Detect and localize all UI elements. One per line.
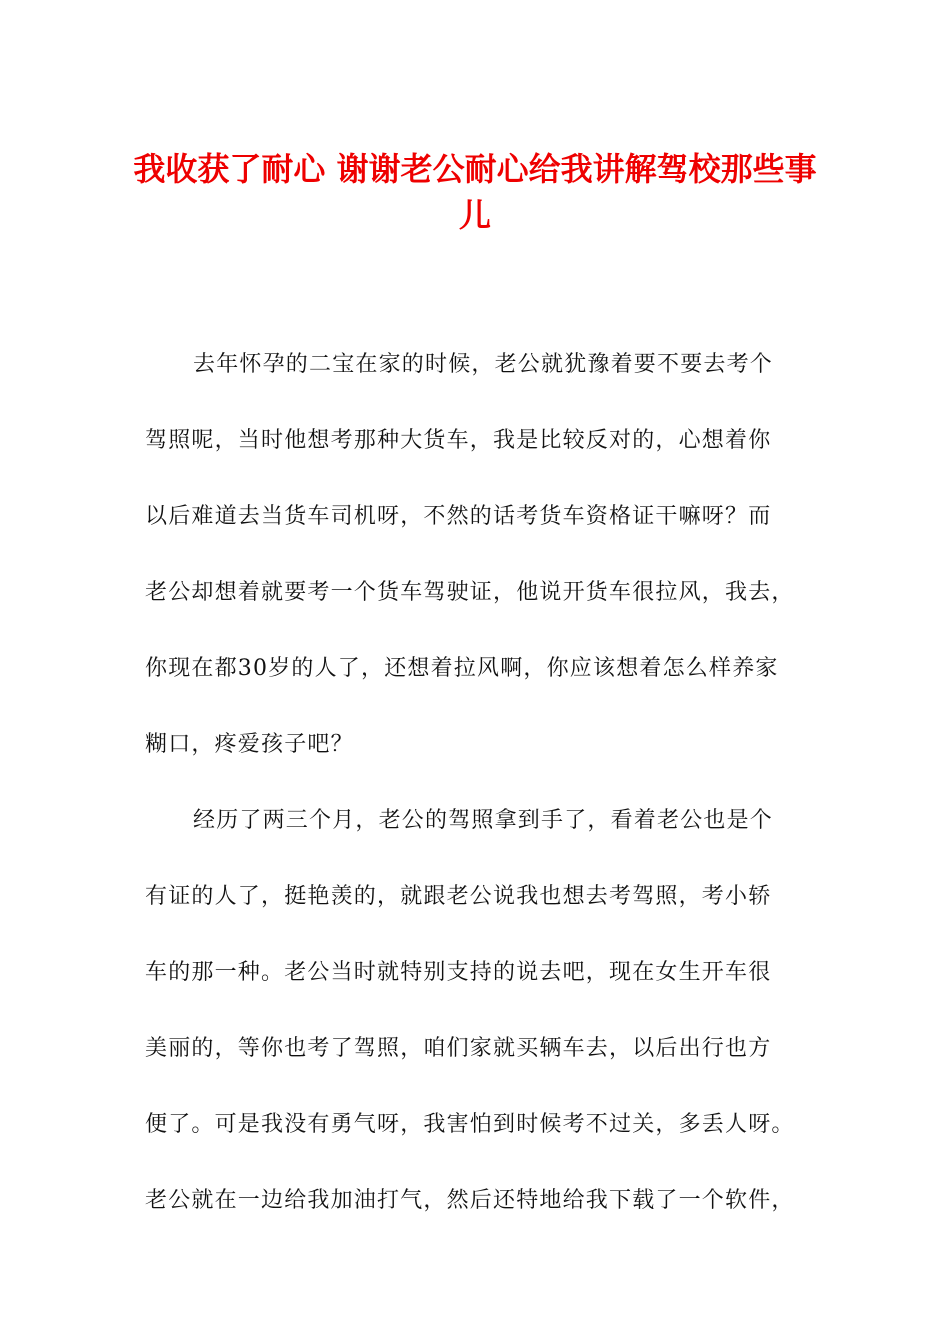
- text-line: 车的那一种。老公当时就特别支持的说去吧，现在女生开车很: [145, 960, 772, 985]
- text-line: 糊口，疼爱孩子吧？: [145, 732, 354, 757]
- paragraph-2: [145, 783, 805, 1239]
- text-line: 美丽的，等你也考了驾照，咱们家就买辆车去，以后出行也方: [145, 1036, 772, 1061]
- text-line: 有证的人了，挺艳羡的，就跟老公说我也想去考驾照，考小轿: [145, 884, 772, 909]
- text-line: 以后难道去当货车司机呀，不然的话考货车资格证干嘛呀？而: [145, 504, 772, 529]
- text-line: 便了。可是我没有勇气呀，我害怕到时候考不过关，多丢人呀。: [145, 1112, 795, 1137]
- text-line: 去年怀孕的二宝在家的时候，老公就犹豫着要不要去考个: [193, 352, 774, 377]
- text-line: 你现在都30岁的人了，还想着拉风啊，你应该想着怎么样养家: [145, 656, 779, 681]
- paragraph-1: [145, 327, 805, 783]
- document-body: [145, 327, 805, 1239]
- text-line: 老公就在一边给我加油打气，然后还特地给我下载了一个软件，: [145, 1188, 795, 1213]
- document-title: 我收获了耐心 谢谢老公耐心给我讲解驾校那些事儿: [133, 150, 817, 234]
- text-line: 经历了两三个月，老公的驾照拿到手了，看着老公也是个: [193, 808, 774, 833]
- text-line: 驾照呢，当时他想考那种大货车，我是比较反对的，心想着你: [145, 428, 772, 453]
- text-line: 老公却想着就要考一个货车驾驶证，他说开货车很拉风，我去，: [145, 580, 795, 605]
